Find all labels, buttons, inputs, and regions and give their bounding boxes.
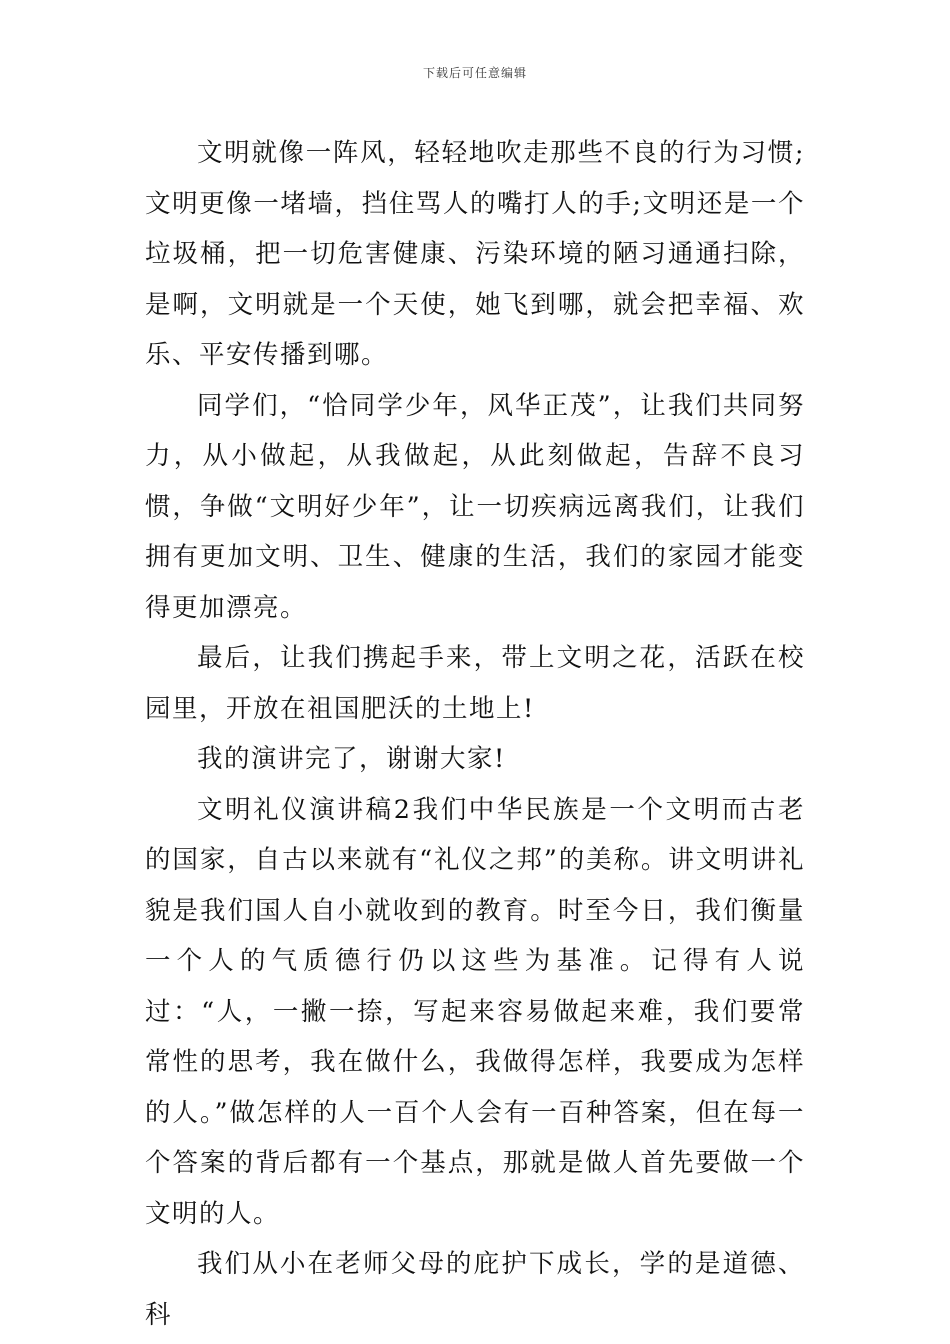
- paragraph: 我们从小在老师父母的庇护下成长，学的是道德、科: [145, 1249, 805, 1330]
- page-header: 下载后可任意编辑: [422, 66, 527, 80]
- paragraph: 文明礼仪演讲稿2我们中华民族是一个文明而古老的国家，自古以来就有“礼仪之邦”的美称。讲文明讲礼貌是我们国人自小就收到的教育。时至今日，我们衡量一个人的气质德行仍以这些为基准。记得有人说过：“人，一撇一捺，写起来容易做起来难，我们要常常性的思考，我在做什么，我做得怎样，我要成为怎样的人。”做怎样的人一百个人会有一百种答案，但在每一个答案的背后都有一个基点，那就是做人首先要做一个文明的人。: [145, 794, 805, 1229]
- paragraph: 我的演讲完了，谢谢大家!: [197, 744, 506, 774]
- paragraph: 文明就像一阵风，轻轻地吹走那些不良的行为习惯;文明更像一堵墙，挡住骂人的嘴打人的手;文明还是一个垃圾桶，把一切危害健康、污染环境的陋习通通扫除，是啊，文明就是一个天使，她飞到哪，就会把幸福、欢乐、平安传播到哪。: [145, 138, 805, 370]
- paragraph: 最后，让我们携起手来，带上文明之花，活跃在校园里，开放在祖国肥沃的土地上!: [145, 643, 805, 724]
- paragraph: 同学们，“恰同学少年，风华正茂”，让我们共同努力，从小做起，从我做起，从此刻做起，告辞不良习惯，争做“文明好少年”，让一切疾病远离我们，让我们拥有更加文明、卫生、健康的生活，我们的家园才能变得更加漂亮。: [145, 390, 805, 623]
- document-body: [145, 128, 805, 1340]
